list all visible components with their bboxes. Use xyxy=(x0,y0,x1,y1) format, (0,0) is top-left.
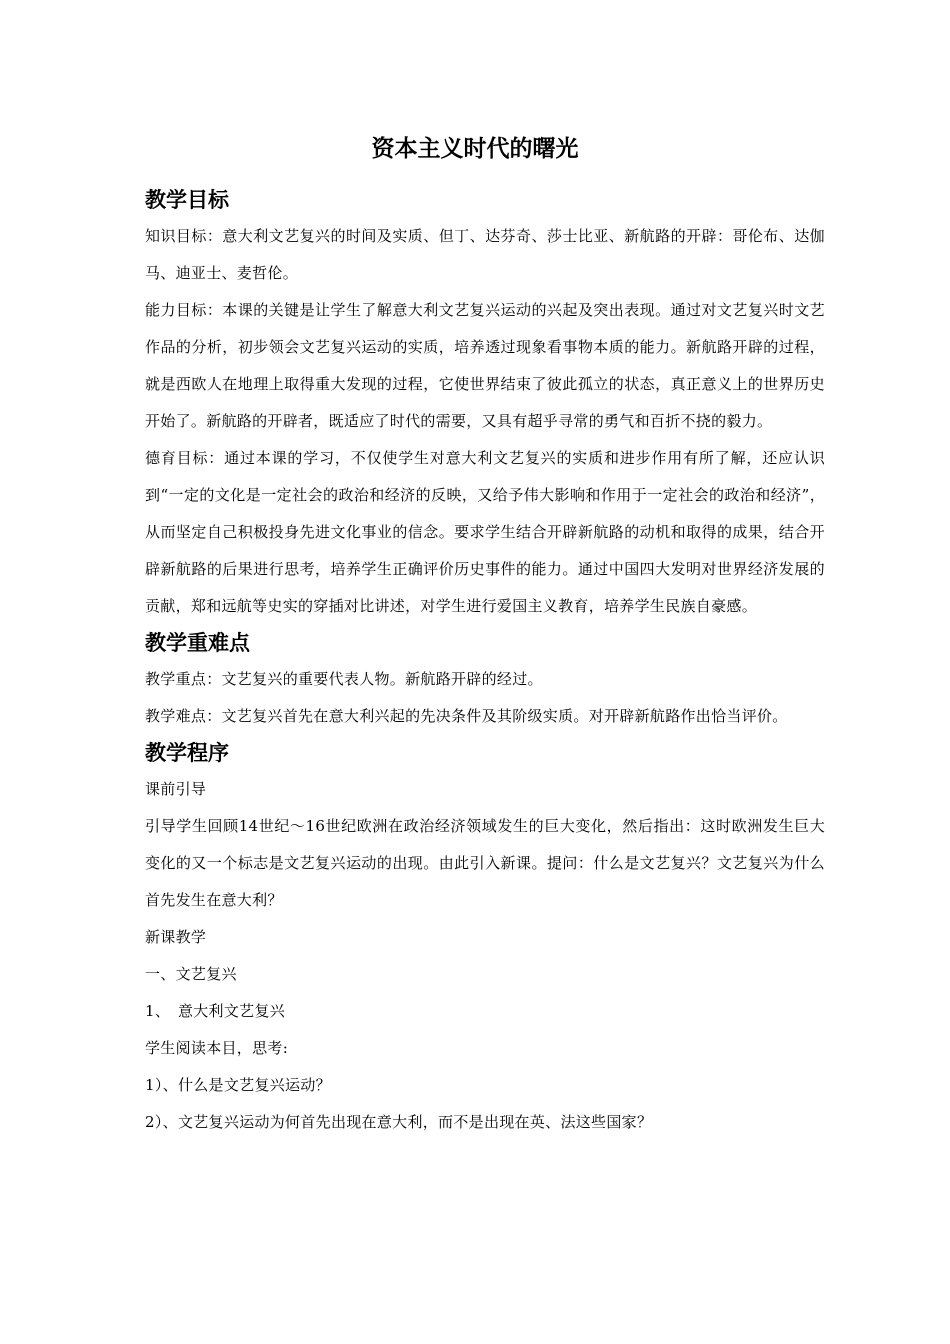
document-title: 资本主义时代的曙光 xyxy=(371,136,579,162)
paragraph-read-instruction: 学生阅读本目，思考: xyxy=(145,1039,289,1057)
section-heading-procedure: 教学程序 xyxy=(145,741,229,765)
paragraph-new-lesson: 新课教学 xyxy=(145,928,207,946)
paragraph-part-one: 一、文艺复兴 xyxy=(145,965,237,983)
paragraph-key-point: 教学重点：文艺复兴的重要代表人物。新航路开辟的经过。 xyxy=(145,670,543,688)
document-body xyxy=(145,182,825,1141)
paragraph-question-two: 2）、文艺复兴运动为何首先出现在意大利，而不是出现在英、法这些国家？ xyxy=(145,1113,653,1131)
paragraph-ability-goal: 能力目标：本课的关键是让学生了解意大利文艺复兴运动的兴起及突出表现。通过对文艺复兴时文艺作品的分析，初步领会文艺复兴运动的实质，培养透过现象看事物本质的能力。新航路开辟的过程，就是西欧人在地理上取得重大发现的过程，它使世界结束了彼此孤立的状态，真正意义上的世界历史开始了。新航路的开辟者，既适应了时代的需要，又具有超乎寻常的勇气和百折不挠的毅力。 xyxy=(145,301,825,430)
paragraph-difficult-point: 教学难点：文艺复兴首先在意大利兴起的先决条件及其阶级实质。对开辟新航路作出恰当评价。 xyxy=(145,707,788,725)
paragraph-introduction: 引导学生回顾14世纪～16世纪欧洲在政治经济领域发生的巨大变化，然后指出：这时欧洲发生巨大变化的又一个标志是文艺复兴运动的出现。由此引入新课。提问：什么是文艺复兴？文艺复兴为什么首先发生在意大利？ xyxy=(145,817,825,909)
section-heading-key-points: 教学重难点 xyxy=(145,631,250,655)
paragraph-moral-goal: 德育目标：通过本课的学习，不仅使学生对意大利文艺复兴的实质和进步作用有所了解，还应认识到“一定的文化是一定社会的政治和经济的反映，又给予伟大影响和作用于一定社会的政治和经济”，从而坚定自己积极投身先进文化事业的信念。要求学生结合开辟新航路的动机和取得的成果，结合开辟新航路的后果进行思考，培养学生正确评价历史事件的能力。通过中国四大发明对世界经济发展的贡献，郑和远航等史实的穿插对比讲述，对学生进行爱国主义教育，培养学生民族自豪感。 xyxy=(145,449,825,615)
paragraph-knowledge-goal: 知识目标：意大利文艺复兴的时间及实质、但丁、达芬奇、莎士比亚、新航路的开辟：哥伦布、达伽马、迪亚士、麦哲伦。 xyxy=(145,227,825,282)
paragraph-pre-class: 课前引导 xyxy=(145,780,207,798)
paragraph-question-one: 1）、什么是文艺复兴运动？ xyxy=(145,1076,331,1094)
section-heading-objectives: 教学目标 xyxy=(145,188,229,212)
paragraph-item-one: 1、 意大利文艺复兴 xyxy=(145,1002,286,1020)
